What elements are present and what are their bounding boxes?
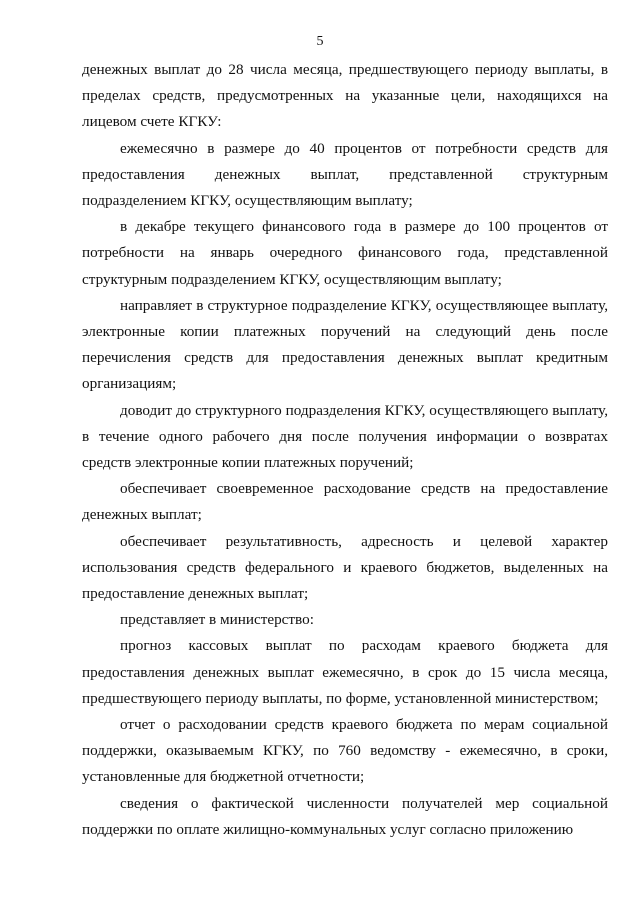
document-body: [82, 57, 608, 843]
paragraph-timely-spending: обеспечивает своевременное расходование средств на предоставление денежных выплат;: [82, 480, 608, 524]
paragraph-december-100-percent: в декабре текущего финансового года в размере до 100 процентов от потребности на январь очередного финансового года, представленной структурным подразделением КГКУ, осуществляющим выплату;: [82, 218, 608, 288]
paragraph-continuation: денежных выплат до 28 числа месяца, предшествующего периоду выплаты, в пределах средств, предусмотренных на указанные цели, находящихся на лицевом счете КГКУ:: [82, 61, 608, 131]
paragraph-targeted-use: обеспечивает результативность, адресность и целевой характер использования средств федерального и краевого бюджетов, выделенных на предоставление денежных выплат;: [82, 532, 608, 603]
paragraph-reports-to-ministry: представляет в министерство:: [120, 611, 314, 629]
paragraph-returns-info: доводит до структурного подразделения КГКУ, осуществляющего выплату, в течение одного рабочего дня после получения информации о возвратах средств электронные копии платежных поручений;: [82, 401, 608, 472]
page-number: 5: [316, 34, 324, 49]
paragraph-cash-forecast: прогноз кассовых выплат по расходам краевого бюджета для предоставления денежных выплат ежемесячно, в срок до 15 числа месяца, предшествующего периоду выплаты, по форме, установленной министерством;: [82, 637, 608, 707]
paragraph-spending-report: отчет о расходовании средств краевого бюджета по мерам социальной поддержки, оказываемым КГКУ, по 760 ведомству - ежемесячно, в сроки, установленные для бюджетной отчетности;: [82, 716, 608, 786]
paragraph-monthly-40-percent: ежемесячно в размере до 40 процентов от потребности средств для предоставления денежных выплат, представленной структурным подразделением КГКУ, осуществляющим выплату;: [82, 139, 608, 210]
paragraph-sends-payment-copies: направляет в структурное подразделение КГКУ, осуществляющее выплату, электронные копии платежных поручений на следующий день после перечисления средств для предоставления денежных выплат кредитным организациям;: [82, 296, 608, 393]
paragraph-recipients-info: сведения о фактической численности получателей мер социальной поддержки по оплате жилищно-коммунальных услуг согласно приложению: [82, 794, 608, 838]
